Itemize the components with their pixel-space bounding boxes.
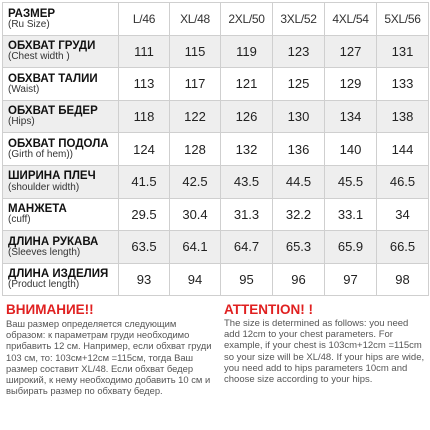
value-cell: 97 <box>325 263 377 296</box>
row-label-sub: (Sleeves length) <box>8 246 81 258</box>
value-cell: 64.7 <box>221 231 273 264</box>
row-label-sub: (Product length) <box>8 279 80 291</box>
value-cell: 65.9 <box>325 231 377 264</box>
table-row <box>3 100 429 133</box>
header-label-main: РАЗМЕР <box>8 7 56 20</box>
notice-ru-title: ВНИМАНИЕ!! <box>6 302 94 317</box>
value-cell: 118 <box>119 100 170 133</box>
value-cell: 45.5 <box>325 165 377 198</box>
value-cell: 134 <box>325 100 377 133</box>
row-label-sub: (shoulder width) <box>8 181 80 193</box>
row-label-cell <box>3 231 119 264</box>
size-header-cell: 4XL/54 <box>325 3 377 36</box>
notice-en-text: The size is determined as follows: you need add 12cm to your chest parameters. For example, if your chest is 103cm+12cm =115cm so your size will be XL/48. If your hips are wide, you need add to hips parameters 10cm and choose size according to your hips. <box>224 318 425 386</box>
value-cell: 66.5 <box>377 231 429 264</box>
row-label-cell <box>3 133 119 166</box>
value-cell: 29.5 <box>119 198 170 231</box>
row-label-sub: (Waist) <box>8 83 40 95</box>
size-header-cell: 3XL/52 <box>273 3 325 36</box>
table-row <box>3 263 429 296</box>
table-row <box>3 68 429 101</box>
notice-en <box>224 302 426 385</box>
value-cell: 121 <box>221 68 273 101</box>
row-label-main: ОБХВАТ БЕДЕР <box>8 105 98 118</box>
value-cell: 96 <box>273 263 325 296</box>
header-label-sub: (Ru Size) <box>8 18 50 30</box>
row-label-cell <box>3 198 119 231</box>
header-row <box>3 3 429 36</box>
value-cell: 144 <box>377 133 429 166</box>
table-row <box>3 133 429 166</box>
notice-ru <box>6 302 212 396</box>
value-cell: 131 <box>377 35 429 68</box>
value-cell: 129 <box>325 68 377 101</box>
row-label-main: ОБХВАТ ГРУДИ <box>8 40 96 53</box>
header-label-cell <box>3 3 119 36</box>
notes-section <box>0 302 430 430</box>
row-label-sub: (cuff) <box>8 214 31 226</box>
row-label-main: ДЛИНА ИЗДЕЛИЯ <box>8 268 109 281</box>
value-cell: 127 <box>325 35 377 68</box>
size-header-cell: 2XL/50 <box>221 3 273 36</box>
row-label-cell <box>3 35 119 68</box>
row-label-sub: (Chest width ) <box>8 51 70 63</box>
value-cell: 65.3 <box>273 231 325 264</box>
value-cell: 124 <box>119 133 170 166</box>
row-label-cell <box>3 100 119 133</box>
row-label-main: МАНЖЕТА <box>8 203 67 216</box>
row-label-main: ШИРИНА ПЛЕЧ <box>8 170 96 183</box>
table-row <box>3 231 429 264</box>
row-label-main: ОБХВАТ ПОДОЛА <box>8 137 109 150</box>
value-cell: 34 <box>377 198 429 231</box>
value-cell: 117 <box>170 68 221 101</box>
notice-en-title: ATTENTION! ! <box>224 302 313 317</box>
value-cell: 30.4 <box>170 198 221 231</box>
value-cell: 46.5 <box>377 165 429 198</box>
row-label-sub: (Hips) <box>8 116 35 128</box>
row-label-sub: (Girth of hem)) <box>8 148 74 160</box>
row-label-main: ОБХВАТ ТАЛИИ <box>8 72 98 85</box>
value-cell: 115 <box>170 35 221 68</box>
value-cell: 126 <box>221 100 273 133</box>
table-row <box>3 198 429 231</box>
value-cell: 32.2 <box>273 198 325 231</box>
value-cell: 95 <box>221 263 273 296</box>
value-cell: 94 <box>170 263 221 296</box>
value-cell: 31.3 <box>221 198 273 231</box>
row-label-cell <box>3 68 119 101</box>
table-row <box>3 35 429 68</box>
value-cell: 111 <box>119 35 170 68</box>
value-cell: 64.1 <box>170 231 221 264</box>
value-cell: 130 <box>273 100 325 133</box>
value-cell: 125 <box>273 68 325 101</box>
value-cell: 41.5 <box>119 165 170 198</box>
notice-ru-text: Ваш размер определяется следующим образом: к параметрам груди необходимо прибавить 12 см. Например, если обхват груди 103 см, то: 103см+12см =115см, тогда Ваш размер составит XL/48. Если обхват бедер широкий, к нему необходимо добавить 10 см и выбирать размер по обхвату бедер. <box>6 318 212 397</box>
value-cell: 33.1 <box>325 198 377 231</box>
row-label-main: ДЛИНА РУКАВА <box>8 235 99 248</box>
value-cell: 128 <box>170 133 221 166</box>
size-header-cell: L/46 <box>119 3 170 36</box>
row-label-cell <box>3 263 119 296</box>
value-cell: 43.5 <box>221 165 273 198</box>
size-chart-table <box>2 2 429 296</box>
size-header-cell: XL/48 <box>170 3 221 36</box>
value-cell: 44.5 <box>273 165 325 198</box>
value-cell: 136 <box>273 133 325 166</box>
value-cell: 138 <box>377 100 429 133</box>
value-cell: 98 <box>377 263 429 296</box>
value-cell: 122 <box>170 100 221 133</box>
value-cell: 123 <box>273 35 325 68</box>
row-label-cell <box>3 165 119 198</box>
value-cell: 113 <box>119 68 170 101</box>
value-cell: 133 <box>377 68 429 101</box>
value-cell: 140 <box>325 133 377 166</box>
table-row <box>3 165 429 198</box>
value-cell: 63.5 <box>119 231 170 264</box>
value-cell: 93 <box>119 263 170 296</box>
value-cell: 42.5 <box>170 165 221 198</box>
value-cell: 132 <box>221 133 273 166</box>
size-table-body <box>3 3 429 296</box>
size-header-cell: 5XL/56 <box>377 3 429 36</box>
value-cell: 119 <box>221 35 273 68</box>
